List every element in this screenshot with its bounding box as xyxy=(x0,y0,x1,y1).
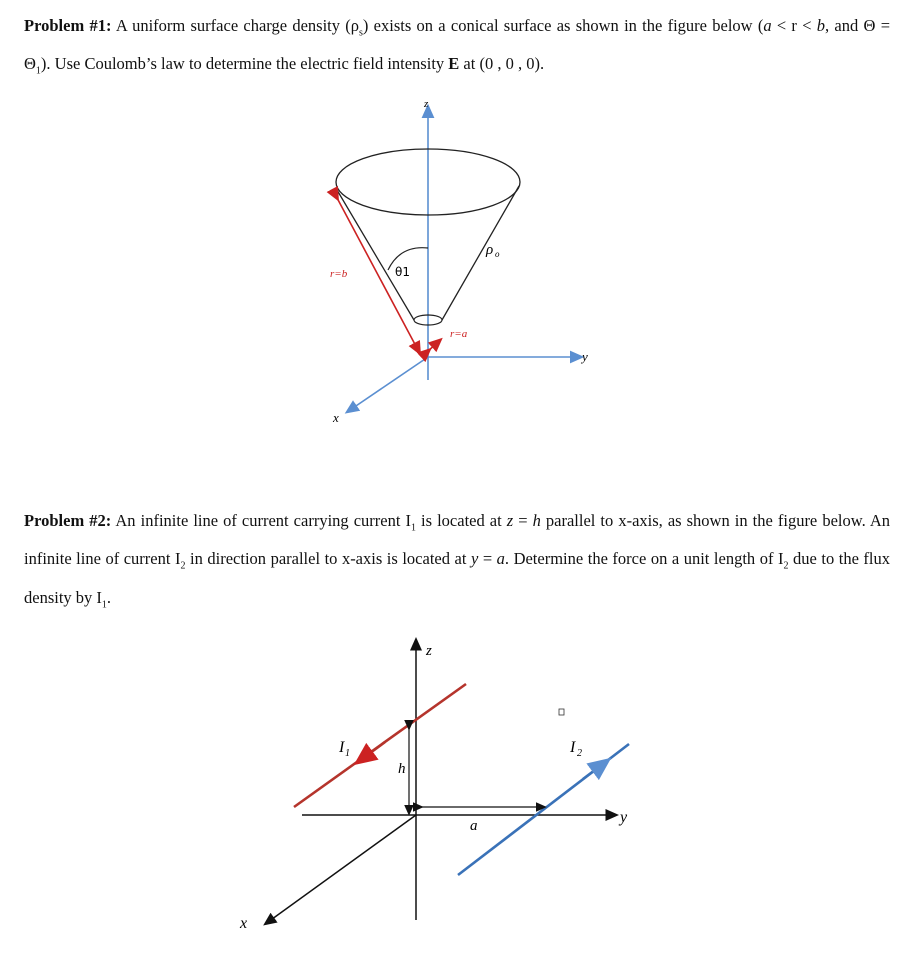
fig2-z-label: z xyxy=(426,643,432,659)
p1-text-b: ) exists on a conical surface as shown in the figure below ( xyxy=(362,16,764,35)
p1-text-e: at (0 , 0 , 0). xyxy=(459,54,545,74)
I1-label: I xyxy=(339,739,345,756)
I2-label: I xyxy=(570,739,576,756)
fig2-y-label: y xyxy=(620,809,628,826)
fig2-h-label: h xyxy=(398,761,406,777)
p2-eq: = xyxy=(513,511,533,530)
p2-h: h xyxy=(532,511,541,530)
current-lines-figure xyxy=(239,643,629,932)
rho-label: ρ xyxy=(486,242,494,258)
p2-text-e: . Determine the force on a unit length of I xyxy=(504,549,784,569)
p2-text-a: An infinite line of current carrying current I xyxy=(115,511,411,530)
p2-sub-2: 2 xyxy=(180,560,186,572)
p1-text-d: ). Use Coulomb’s law to determine the electric field intensity xyxy=(40,54,449,74)
x-axis xyxy=(350,357,428,410)
p2-text-d: in direction parallel to x-axis is located at xyxy=(185,549,471,569)
p2-text-g: . xyxy=(106,587,112,607)
current-I1-arrow xyxy=(362,742,385,759)
problem-1-heading: Problem #1: xyxy=(24,16,112,35)
problem-2-heading: Problem #2: xyxy=(24,511,112,530)
fig2-a-label: a xyxy=(470,818,478,834)
p2-eq2: = xyxy=(478,549,497,569)
r-b-label: r=b xyxy=(330,268,348,280)
p1-b: b xyxy=(816,16,826,35)
p2-text-b: is located at xyxy=(415,511,507,530)
p2-y: y xyxy=(470,549,479,569)
cone-z-label: z xyxy=(424,98,429,110)
p2-sub-3: 2 xyxy=(783,560,789,572)
p2-a: a xyxy=(496,549,505,569)
p1-text-a: A uniform surface charge density (ρ xyxy=(115,16,360,35)
I1-sub-label: 1 xyxy=(345,748,350,759)
p1-sub-1: 1 xyxy=(35,65,41,77)
p1-E: E xyxy=(448,54,460,74)
cone-right-side xyxy=(442,186,519,320)
p2-sub-4: 1 xyxy=(101,598,107,610)
current-I2-line xyxy=(458,744,629,875)
theta-label: θ1 xyxy=(395,265,410,279)
current-I2-arrow xyxy=(583,764,603,779)
small-square-mark xyxy=(559,709,564,715)
p2-sub-1: 1 xyxy=(410,522,416,534)
p2-text-f: due to the flux density by I xyxy=(24,549,891,607)
r-a-label: r=a xyxy=(450,328,468,340)
fig2-x-label: x xyxy=(240,915,248,932)
p2-z: z xyxy=(506,511,514,530)
p1-lt: < r < xyxy=(771,16,817,35)
cone-x-label: x xyxy=(333,410,339,425)
fig2-x-axis xyxy=(268,815,416,922)
p1-text-c: , and Θ = Θ xyxy=(24,16,891,74)
p2-text-c: parallel to x-axis, as shown in the figure below. An infinite line of current I xyxy=(24,511,891,569)
rho-sub-label: o xyxy=(495,249,500,259)
p1-a: a xyxy=(763,16,772,35)
p1-sub-s: s xyxy=(359,27,363,39)
cone-y-label: y xyxy=(582,349,588,364)
I2-sub-label: 2 xyxy=(577,748,582,759)
